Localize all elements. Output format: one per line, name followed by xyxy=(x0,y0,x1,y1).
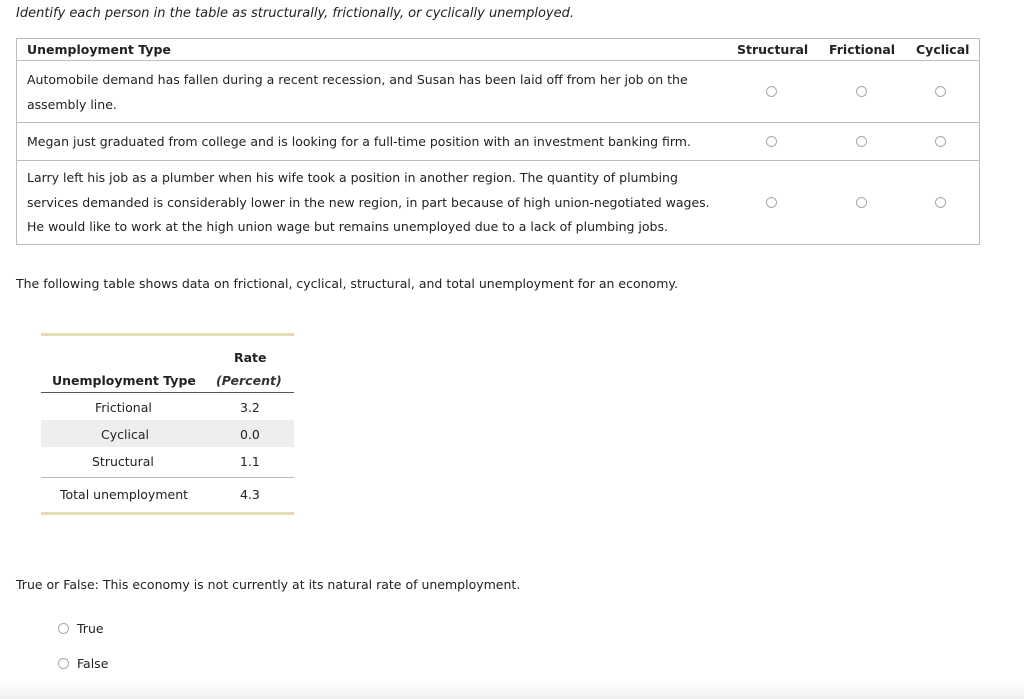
header-unemployment-type: Unemployment Type xyxy=(52,373,196,388)
classification-table xyxy=(16,38,980,245)
header-percent: (Percent) xyxy=(216,373,282,388)
header-structural: Structural xyxy=(737,42,809,57)
row-label: Structural xyxy=(92,454,154,469)
data-table-intro: The following table shows data on frictional, cyclical, structural, and total unemployment for an economy. xyxy=(16,276,678,291)
data-table-header xyxy=(41,336,294,393)
header-unemployment-type: Unemployment Type xyxy=(27,42,171,57)
header-frictional: Frictional xyxy=(829,42,896,57)
option-true-label: True xyxy=(77,621,104,636)
instruction-text: Identify each person in the table as structurally, frictionally, or cyclically unemployed. xyxy=(16,6,574,21)
unemployment-data-table xyxy=(41,333,294,515)
table-bottom-rule xyxy=(41,512,294,515)
table-row xyxy=(41,447,294,474)
option-false[interactable] xyxy=(58,656,108,671)
row-value: 1.1 xyxy=(240,454,260,469)
table-total-row xyxy=(41,477,294,512)
row-label: Cyclical xyxy=(101,427,149,442)
option-false-label: False xyxy=(77,656,109,671)
row-value: 3.2 xyxy=(240,400,260,415)
table-row-megan xyxy=(17,123,979,161)
true-false-prompt: True or False: This economy is not currently at its natural rate of unemployment. xyxy=(16,577,521,592)
larry-structural-radio[interactable] xyxy=(766,197,777,208)
susan-structural-radio[interactable] xyxy=(766,86,777,97)
susan-cyclical-radio[interactable] xyxy=(935,86,946,97)
row-description: Megan just graduated from college and is looking for a full-time position with an investment banking firm. xyxy=(27,134,691,149)
bottom-edge-shadow xyxy=(0,681,1024,699)
row-description: Automobile demand has fallen during a recent recession, and Susan has been laid off from her job on the assembly line. xyxy=(27,72,688,112)
row-description: Larry left his job as a plumber when his wife took a position in another region. The quantity of plumbing services demanded is considerably lower in the new region, in part because of high union-negotiated wages. He would like to work at the high union wage but remains unemployed due to a lack of plumbing jobs. xyxy=(27,170,710,234)
table-row-larry xyxy=(17,161,979,244)
row-value: 0.0 xyxy=(240,427,260,442)
total-value: 4.3 xyxy=(240,487,260,502)
larry-frictional-radio[interactable] xyxy=(856,197,867,208)
susan-frictional-radio[interactable] xyxy=(856,86,867,97)
header-rate: Rate xyxy=(234,350,267,365)
header-cyclical: Cyclical xyxy=(916,42,970,57)
false-radio[interactable] xyxy=(58,658,69,669)
table-row xyxy=(41,393,294,420)
megan-structural-radio[interactable] xyxy=(766,136,777,147)
true-radio[interactable] xyxy=(58,623,69,634)
larry-cyclical-radio[interactable] xyxy=(935,197,946,208)
megan-cyclical-radio[interactable] xyxy=(935,136,946,147)
table-row xyxy=(41,420,294,447)
row-label: Frictional xyxy=(95,400,152,415)
option-true[interactable] xyxy=(58,621,104,636)
total-label: Total unemployment xyxy=(60,487,189,502)
classification-table-header xyxy=(17,39,979,61)
table-row-susan xyxy=(17,61,979,123)
megan-frictional-radio[interactable] xyxy=(856,136,867,147)
